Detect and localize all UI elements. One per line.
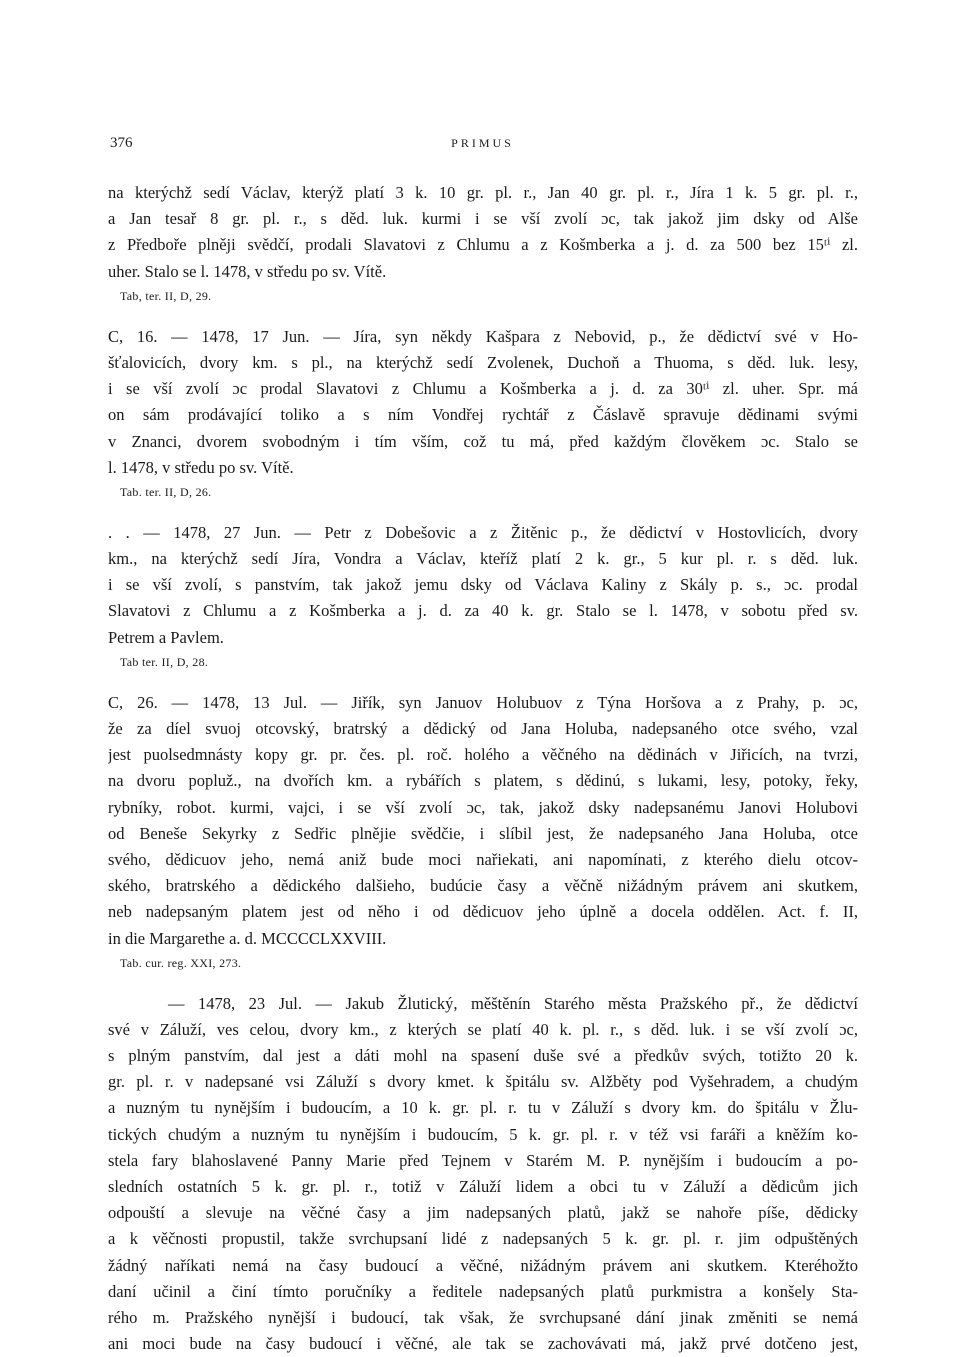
text-line: . . — 1478, 27 Jun. — Petr z Dobešovic a z Žitěnic p., že dědictví v Hostovlicích, dvory [108, 522, 858, 542]
text-line: na dvoru popluž., na dvořích km. a rybářích s platem, s dědinú, s lukami, lesy, potoky, řeky, [108, 771, 858, 791]
source-citation: Tab ter. II, D, 28. [120, 654, 209, 669]
text-line: v Znanci, dvorem svobodným i tím vším, což tu má, před každým člověkem ɔc. Stalo se [108, 431, 858, 451]
text-line: že za díel svuoj otcovský, bratrský a dědický od Jana Holuba, nadepsaného otce svého, vzal [108, 719, 858, 738]
page-header [110, 135, 855, 155]
text-line: rého m. Pražského nynější i budoucí, tak však, že svrchupsané dání jinak změniti se nemá [108, 1307, 858, 1327]
text-line: i se vší zvolí, s panstvím, tak jakož jemu dsky od Václava Kaliny z Skály p. s., ɔc. prodal [108, 575, 858, 595]
text-line: od Beneše Sekyrky z Sedřic plnějie svědčie, i slíbil jest, že nadepsaného Jana Holuba, otce [108, 823, 858, 843]
text-line: ského, bratrského a dědického dalšieho, budúcie časy a věčně nižádným právem ani skutkem, [108, 876, 858, 896]
text-line: l. 1478, v středu po sv. Vítě. [108, 457, 294, 477]
text-line: žádný naříkati nemá na časy budoucí a věčné, nižádným právem ani skutkem. Kteréhožto [108, 1255, 858, 1275]
page-body [108, 180, 858, 1357]
text-line: neb nadepsaným platem jest od něho i od dědicuov jeho úplně a docela oddělen. Act. f. II, [108, 902, 858, 922]
text-line: stela fary blahoslavené Panny Marie před Tejnem v Starém M. P. nynějším i budoucím a po- [108, 1150, 858, 1170]
text-line: své v Záluží, ves celou, dvory km., z kterých se platí 40 k. pl. r., s děd. luk. i se vší zvolí ɔc, [108, 1019, 858, 1039]
text-line: a nuzným tu nynějším i budoucím, a 10 k. gr. pl. r. tu v Záluží s dvory km. do špitálu v Žlu- [108, 1098, 858, 1118]
text-line: — 1478, 23 Jul. — Jakub Žlutický, měštěnín Starého města Pražského př., že dědictví [168, 993, 858, 1013]
text-line: i se vší zvolí ɔc prodal Slavatovi z Chlumu a Košmberka a j. d. za 30ᵗⁱ zl. uher. Spr. má [108, 379, 858, 399]
page-number: 376 [110, 135, 133, 151]
text-line: a k věčnosti propustil, takže svrchupsaní lidé z nadepsaných 5 k. gr. pl. r. jim odpuštěných [108, 1229, 858, 1249]
text-line: C, 26. — 1478, 13 Jul. — Jiřík, syn Januov Holubuov z Týna Horšova a z Prahy, p. ɔc, [108, 692, 858, 712]
text-line: sledních ostatních 5 k. gr. pl. r., totiž v Záluží lidem a obci tu v Záluží a dědicům jich [108, 1177, 858, 1196]
text-line: in die Margarethe a. d. MCCCCLXXVIII. [108, 928, 387, 948]
text-line: ani moci bude na časy budoucí i věčné, ale tak se zachovávati má, jakž prvé dotčeno jest, [108, 1334, 858, 1354]
entry-1478-06-17 [108, 324, 858, 500]
text-line: šťalovicích, dvory km. s pl., na kterýchž sedí Zvolenek, Duchoň a Thuoma, s děd. luk. lesy, [108, 352, 858, 372]
entry-1478-07-23 [108, 991, 858, 1357]
text-line: uher. Stalo se l. 1478, v středu po sv. Vítě. [108, 261, 387, 281]
text-line: Slavatovi z Chlumu a z Košmberka a j. d. za 40 k. gr. Stalo se l. 1478, v sobotu před sv. [108, 601, 858, 621]
text-line: on sám prodávající toliko a s ním Vondřej rychtář z Čáslavě spravuje dědinami svými [108, 405, 858, 425]
text-line: rybníky, robot. kurmi, vajci, i se vší zvolí ɔc, tak, jakož dsky nadepsanému Janovi Holubovi [108, 797, 858, 817]
source-citation: Tab. ter. II, D, 26. [120, 484, 212, 499]
entry-continued [108, 180, 858, 304]
text-line: z Předboře plněji svědčí, prodali Slavatovi z Chlumu a z Košmberka a j. d. za 500 bez 15ᵗⁱ zl. [108, 235, 858, 255]
running-head: PRIMUS [451, 136, 514, 150]
text-line: C, 16. — 1478, 17 Jun. — Jíra, syn někdy Kašpara z Nebovid, p., že dědictví své v Ho- [108, 326, 858, 346]
text-line: svého, dědicuov jeho, nemá aniž bude moci nařiekati, ani napomínati, z kterého dielu otcov- [108, 849, 858, 869]
text-line: jest puolsedmnásty kopy gr. pr. čes. pl. roč. holého a věčného na dědinách v Jiřicích, na tvrzi, [108, 745, 858, 765]
text-line: gr. pl. r. v nadepsané vsi Záluží s dvory kmet. k špitálu sv. Alžběty pod Vyšehradem, a chudým [108, 1072, 858, 1092]
spacer [108, 500, 858, 520]
text-line: daní učinil a činí tímto poručníky a ředitele nadepsaných platů purkmistra a konšely Sta- [108, 1281, 858, 1301]
text-line: km., na kterýchž sedí Jíra, Vondra a Václav, kteříž platí 2 k. gr., 5 kur pl. r. s děd. luk. [108, 549, 858, 569]
entry-1478-07-13 [108, 690, 858, 971]
text-line: a Jan tesař 8 gr. pl. r., s děd. luk. kurmi i se vší zvolí ɔc, tak jakož jim dsky od Alše [108, 209, 858, 229]
text-line: s plným panstvím, dal jest a dáti mohl na spasení duše své a předkův svých, totižto 20 k. [108, 1046, 858, 1066]
text-line: tických chudým a nuzným tu nynějším i budoucím, 5 k. gr. pl. r. v též vsi faráři a kněžím ko- [108, 1124, 858, 1144]
spacer [108, 670, 858, 690]
entry-1478-06-27 [108, 520, 858, 670]
text-line: Petrem a Pavlem. [108, 627, 224, 647]
source-citation: Tab. cur. reg. XXI, 273. [120, 955, 242, 970]
text-line: na kterýchž sedí Václav, kterýž platí 3 k. 10 gr. pl. r., Jan 40 gr. pl. r., Jíra 1 k. 5 gr. pl. r., [108, 183, 858, 202]
source-citation: Tab, ter. II, D, 29. [120, 288, 212, 303]
text-line: odpouští a slevuje na věčné časy a jim nadepsaných platů, jakž se nahoře píše, dědicky [108, 1203, 858, 1223]
spacer [108, 304, 858, 324]
spacer [108, 971, 858, 991]
